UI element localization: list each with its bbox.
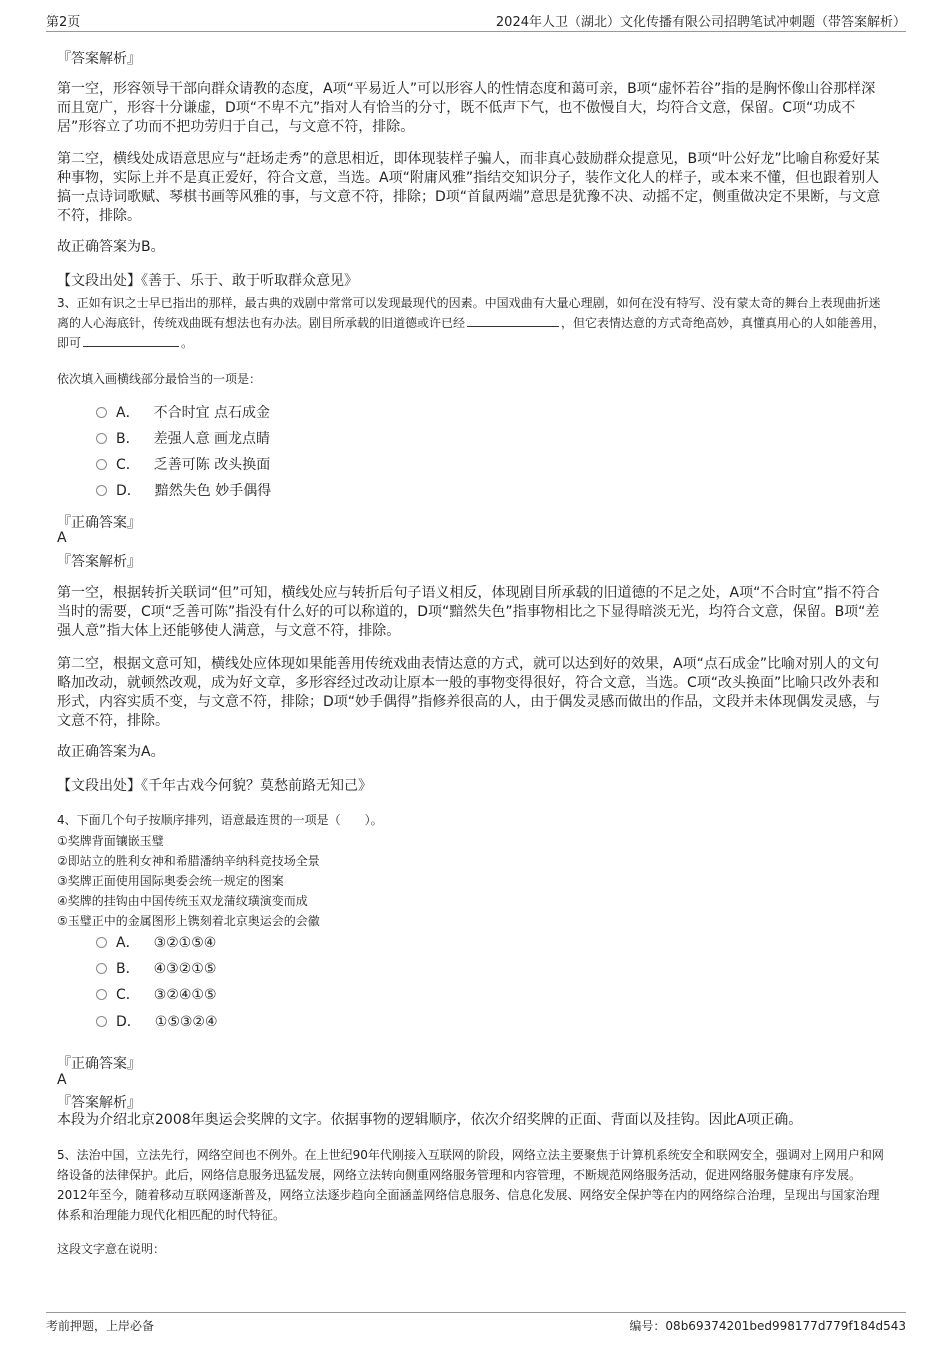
radio-icon[interactable] bbox=[96, 989, 107, 1000]
q2-conclusion: 故正确答案为B。 bbox=[57, 239, 165, 255]
q4-correct-label: 『正确答案』 bbox=[57, 1056, 141, 1072]
q3-option-a[interactable] bbox=[96, 402, 270, 424]
q2-analysis-label: 『答案解析』 bbox=[57, 51, 141, 67]
q4-option-d[interactable] bbox=[96, 1011, 218, 1033]
q3-option-b[interactable] bbox=[96, 428, 270, 450]
q5-prompt: 这段文字意在说明： bbox=[57, 1242, 166, 1256]
radio-icon[interactable] bbox=[96, 459, 107, 470]
q2-analysis-para1: 第一空，形容领导干部向群众请教的态度，A项“平易近人”可以形容人的性情态度和蔼可亲，B项“虚怀若谷”指的是胸怀像山谷那样深而且宽广，形容十分谦虚，D项“不卑不亢”指对人有恰当的分寸，既不低声下气，也不傲慢自大，均符合文意，保留。C项“功成不居”形容立了功而不把功劳归于自己，与文意不符，排除。 bbox=[57, 81, 876, 135]
q4-option-c[interactable] bbox=[96, 984, 217, 1006]
q3-option-c[interactable] bbox=[96, 454, 270, 476]
header-divider bbox=[46, 31, 906, 32]
option-letter: B． bbox=[116, 431, 140, 447]
option-text: ④③②①⑤ bbox=[153, 961, 217, 977]
q4-correct-answer: A bbox=[57, 1072, 67, 1088]
q3-correct-label: 『正确答案』 bbox=[57, 515, 141, 531]
option-letter: D． bbox=[116, 1014, 141, 1030]
q4-sentence-4: ④奖牌的挂钩由中国传统玉双龙蒲纹璜演变而成 bbox=[57, 894, 308, 908]
q4-option-b[interactable] bbox=[96, 958, 216, 980]
option-text: ①⑤③②④ bbox=[154, 1014, 218, 1030]
q4-option-a[interactable] bbox=[96, 932, 216, 954]
q4-sentence-1: ①奖牌背面镶嵌玉璧 bbox=[57, 834, 164, 848]
option-text: 不合时宜 点石成金 bbox=[153, 405, 271, 421]
q3-analysis-para1: 第一空，根据转折关联词“但”可知，横线处应与转折后句子语义相反，体现剧目所承载的旧道德的不足之处，A项“不合时宜”指不符合当时的需要，C项“乏善可陈”指没有什么好的可以称道的，D项“黯然失色”指事物相比之下显得暗淡无光，均符合文意，保留。B项“差强人意”指大体上还能够使人满意，与文意不符，排除。 bbox=[57, 585, 880, 639]
q3-stem-part3: 。 bbox=[181, 336, 194, 350]
q4-sentence-3: ③奖牌正面使用国际奥委会统一规定的图案 bbox=[57, 874, 284, 888]
q5-stem: 5、法治中国，立法先行，网络空间也不例外。在上世纪90年代刚接入互联网的阶段，网络立法主要聚焦于计算机系统安全和联网安全，强调对上网用户和网络设备的法律保护。此后，网络信息服务迅猛发展，网络立法转向侧重网络服务管理和内容管理，不断规范网络服务活动，促进网络服务健康有序发展。2012年至今，随着移动互联网逐渐普及，网络立法逐步趋向全面涵盖网络信息服务、信息化发展、网络安全保护等在内的网络综合治理，呈现出与国家治理体系和治理能力现代化相匹配的时代特征。 bbox=[57, 1148, 884, 1222]
q4-sentence-5: ⑤玉璧正中的金属图形上镌刻着北京奥运会的会徽 bbox=[57, 914, 320, 928]
q3-correct-answer: A bbox=[57, 530, 67, 546]
document-title: 2024年人卫（湖北）文化传播有限公司招聘笔试冲刺题（带答案解析） bbox=[495, 15, 906, 30]
q4-analysis: 本段为介绍北京2008年奥运会奖牌的文字。依据事物的逻辑顺序，依次介绍奖牌的正面、背面以及挂钩。因此A项正确。 bbox=[57, 1112, 803, 1128]
q3-stem bbox=[57, 293, 886, 353]
option-text: 乏善可陈 改头换面 bbox=[153, 457, 271, 473]
footer-id: 编号：08b69374201bed998177d779f184d543 bbox=[629, 1319, 906, 1333]
page-number: 第2页 bbox=[46, 15, 81, 30]
q2-source: 【文段出处】《善于、乐于、敢于听取群众意见》 bbox=[57, 273, 358, 289]
q3-analysis-para2: 第二空，根据文意可知，横线处应体现如果能善用传统戏曲表情达意的方式，就可以达到好的效果，A项“点石成金”比喻对别人的文句略加改动，就顿然改观，成为好文章，多形容经过改动让原本一般的事物变得很好，符合文意，当选。C项“改头换面”比喻只改外表和形式，内容实质不变，与文意不符，排除；D项“妙手偶得”指修养很高的人，由于偶发灵感而做出的作品，文段并未体现偶发灵感，与文意不符，排除。 bbox=[57, 656, 881, 729]
q3-stem-part2: ，但它表情达意的方式奇绝高妙，真懂真用心的人如能善用，即可 bbox=[57, 316, 886, 350]
q4-sentence-2: ②即站立的胜利女神和希腊潘纳辛纳科竞技场全景 bbox=[57, 854, 320, 868]
option-letter: A． bbox=[116, 405, 140, 421]
option-text: 黯然失色 妙手偶得 bbox=[154, 483, 272, 499]
option-text: ③②①⑤④ bbox=[153, 935, 217, 951]
footer-slogan: 考前押题，上岸必备 bbox=[46, 1319, 155, 1333]
option-letter: B． bbox=[116, 961, 140, 977]
q3-source: 【文段出处】《千年古戏今何貌？莫愁前路无知己》 bbox=[57, 778, 372, 794]
option-text: ③②④①⑤ bbox=[153, 987, 217, 1003]
q3-conclusion: 故正确答案为A。 bbox=[57, 744, 165, 760]
radio-icon[interactable] bbox=[96, 433, 107, 444]
option-letter: D． bbox=[116, 483, 141, 499]
q2-analysis-para2: 第二空，横线处成语意思应与“赶场走秀”的意思相近，即体现装样子骗人，而非真心鼓励群众提意见，B项“叶公好龙”比喻自称爱好某种事物，实际上并不是真正爱好，符合文意，当选。A项“附庸风雅”指结交知识分子，装作文化人的样子，或本来不懂，但也跟着别人搞一点诗词歌赋、琴棋书画等风雅的事，与文意不符，排除；D项“首鼠两端”意思是犹豫不决、动摇不定，侧重做决定不果断，与文意不符，排除。 bbox=[57, 151, 881, 224]
radio-icon[interactable] bbox=[96, 963, 107, 974]
q4-stem: 4、下面几个句子按顺序排列，语意最连贯的一项是（ ）。 bbox=[57, 813, 383, 827]
option-text: 差强人意 画龙点睛 bbox=[153, 431, 271, 447]
q3-option-d[interactable] bbox=[96, 480, 271, 502]
option-letter: C． bbox=[116, 457, 140, 473]
page-header bbox=[0, 0, 950, 32]
radio-icon[interactable] bbox=[96, 937, 107, 948]
q3-blank-1 bbox=[467, 314, 559, 327]
option-letter: A． bbox=[116, 935, 140, 951]
q3-analysis-label: 『答案解析』 bbox=[57, 554, 141, 570]
q4-analysis-label: 『答案解析』 bbox=[57, 1095, 141, 1111]
q3-prompt: 依次填入画横线部分最恰当的一项是： bbox=[57, 372, 262, 386]
q3-stem-part1: 3、正如有识之士早已指出的那样，最古典的戏剧中常常可以发现最现代的因素。中国戏曲有大量心理剧，如何在没有特写、没有蒙太奇的舞台上表现曲折迷离的人心海底针，传统戏曲既有想法也有办法。剧目所承载的旧道德或许已经 bbox=[57, 296, 881, 330]
radio-icon[interactable] bbox=[96, 407, 107, 418]
option-letter: C． bbox=[116, 987, 140, 1003]
radio-icon[interactable] bbox=[96, 1016, 107, 1027]
footer-divider bbox=[46, 1312, 906, 1313]
radio-icon[interactable] bbox=[96, 485, 107, 496]
q3-blank-2 bbox=[83, 334, 179, 347]
